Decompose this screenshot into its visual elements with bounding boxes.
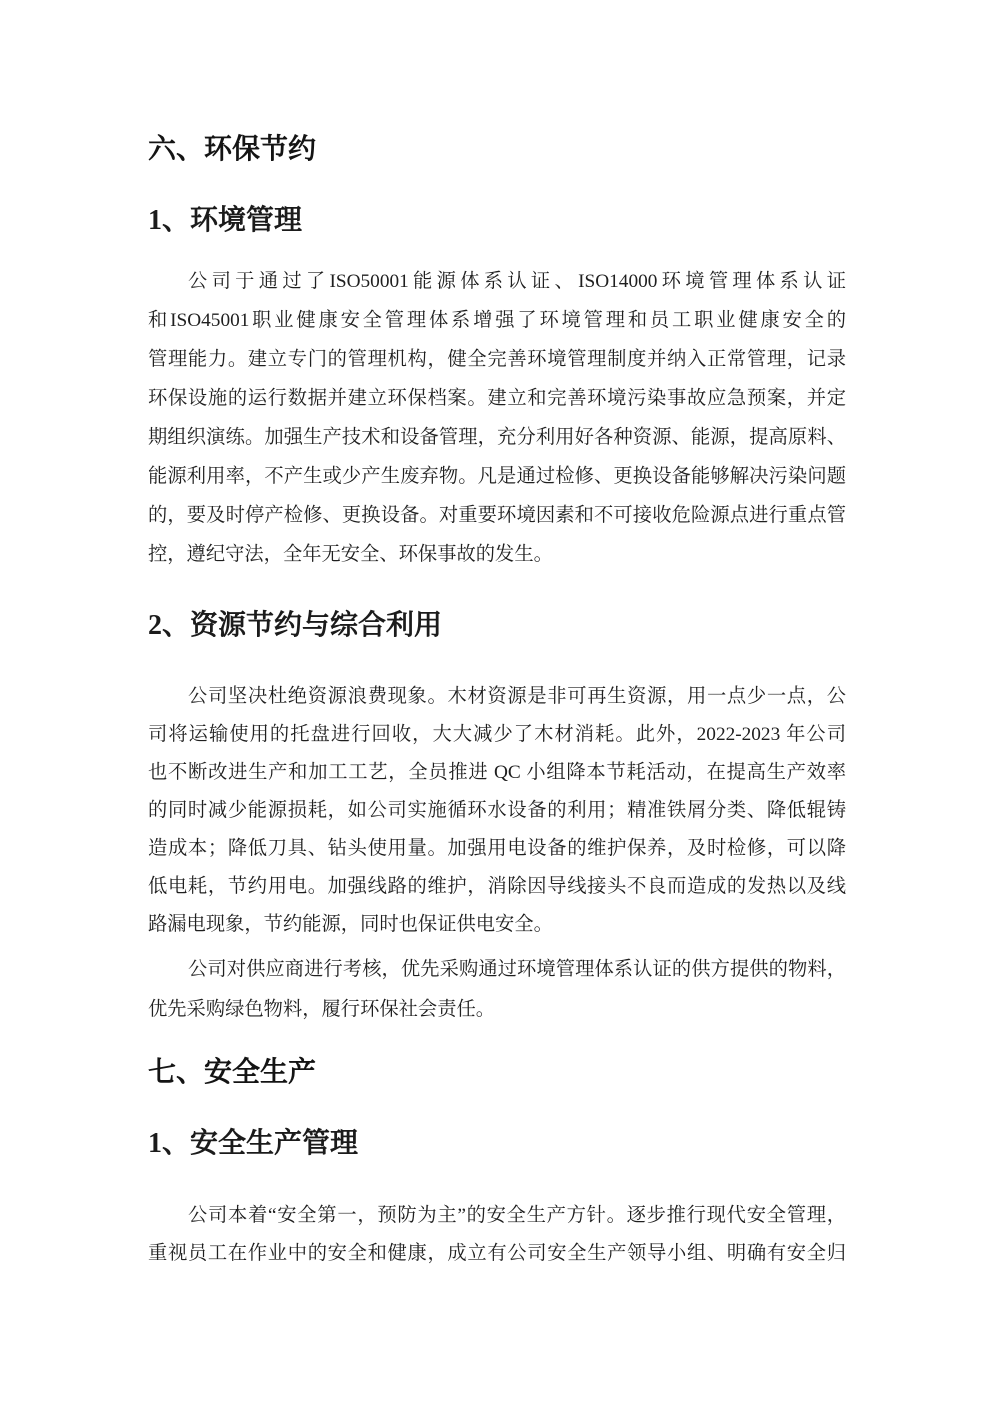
section-heading-environmental-conservation: 六、环保节约 — [148, 133, 317, 164]
subsection-heading-resource-saving: 2、资源节约与综合利用 — [148, 610, 443, 641]
text-line: 司将运输使用的托盘进行回收，大大减少了木材消耗。此外，2022-2023 年公司 — [148, 724, 846, 745]
text-line: 低电耗，节约用电。加强线路的维护，消除因导线接头不良而造成的发热以及线 — [148, 876, 846, 897]
paragraph-supplier-assessment — [148, 950, 846, 1030]
text-line: 期组织演练。加强生产技术和设备管理，充分利用好各种资源、能源，提高原料、 — [148, 427, 846, 448]
text-line: 优先采购绿色物料，履行环保社会责任。 — [148, 999, 496, 1020]
text-line: 的，要及时停产检修、更换设备。对重要环境因素和不可接收危险源点进行重点管 — [148, 505, 846, 526]
paragraph-safety-production-management — [148, 1197, 846, 1273]
text-line: 能源利用率，不产生或少产生废弃物。凡是通过检修、更换设备能够解决污染问题 — [148, 466, 846, 487]
paragraph-resource-saving — [148, 678, 846, 944]
text-line: 公司坚决杜绝资源浪费现象。木材资源是非可再生资源，用一点少一点，公 — [188, 686, 846, 707]
text-line: 路漏电现象，节约能源，同时也保证供电安全。 — [148, 914, 553, 935]
subsection-heading-environment-management: 1、环境管理 — [148, 205, 303, 236]
section-heading-safety-production: 七、安全生产 — [148, 1056, 317, 1087]
text-line: 重视员工在作业中的安全和健康，成立有公司安全生产领导小组、明确有安全归 — [148, 1243, 846, 1264]
text-line: 公司于通过了ISO50001能源体系认证、ISO14000环境管理体系认证 — [188, 271, 846, 292]
text-line: 控，遵纪守法，全年无安全、环保事故的发生。 — [148, 544, 553, 565]
text-line: 公司本着“安全第一，预防为主”的安全生产方针。逐步推行现代安全管理， — [188, 1205, 846, 1226]
text-line: 也不断改进生产和加工工艺，全员推进 QC 小组降本节耗活动，在提高生产效率 — [148, 762, 846, 783]
page-content — [148, 0, 846, 1273]
subsection-heading-safety-production-management: 1、安全生产管理 — [148, 1128, 359, 1159]
text-line: 环保设施的运行数据并建立环保档案。建立和完善环境污染事故应急预案，并定 — [148, 388, 846, 409]
text-line: 造成本；降低刀具、钻头使用量。加强用电设备的维护保养，及时检修，可以降 — [148, 838, 846, 859]
text-line: 和ISO45001职业健康安全管理体系增强了环境管理和员工职业健康安全的 — [148, 310, 846, 331]
text-line: 的同时减少能源损耗，如公司实施循环水设备的利用；精准铁屑分类、降低辊铸 — [148, 800, 846, 821]
text-line: 管理能力。建立专门的管理机构，健全完善环境管理制度并纳入正常管理，记录 — [148, 349, 846, 370]
text-line: 公司对供应商进行考核，优先采购通过环境管理体系认证的供方提供的物料， — [188, 959, 846, 980]
paragraph-environment-management — [148, 262, 846, 574]
